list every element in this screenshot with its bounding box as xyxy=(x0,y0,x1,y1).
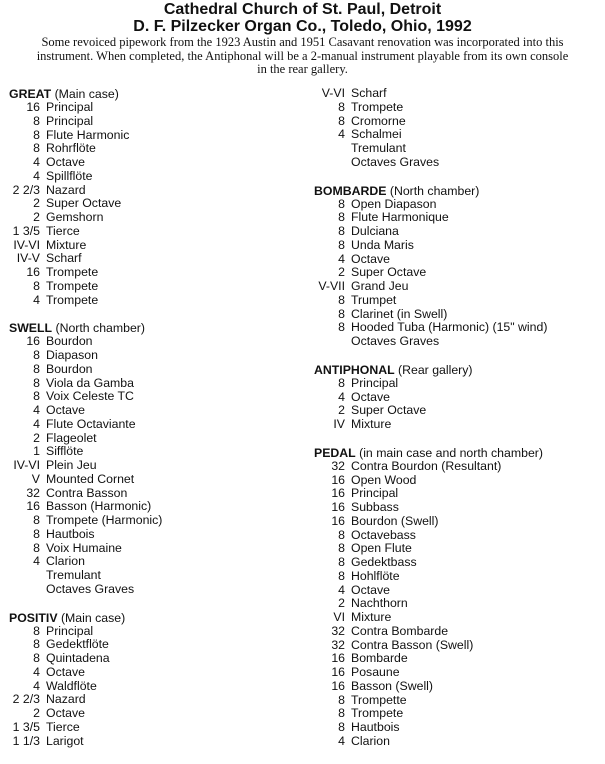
stop-name: Flute Harmonic xyxy=(46,127,130,142)
stop-row xyxy=(9,473,299,487)
division-location: (North chamber) xyxy=(55,321,145,336)
stop-row xyxy=(314,639,604,653)
stop-pitch: 16 xyxy=(331,651,345,666)
stop-pitch: 2 xyxy=(338,265,345,280)
stop-pitch: 8 xyxy=(338,306,345,321)
stop-pitch: 2 xyxy=(33,196,40,211)
stop-name: Trompete (Harmonic) xyxy=(46,513,163,527)
stop-list xyxy=(9,101,299,307)
stop-name: Octaves Graves xyxy=(351,334,440,348)
stop-row xyxy=(9,115,299,129)
stop-pitch: 8 xyxy=(338,541,345,556)
stop-row xyxy=(9,487,299,501)
stop-name: Open Wood xyxy=(351,472,417,487)
stop-name: Nazard xyxy=(46,182,86,197)
division-name: ANTIPHONAL xyxy=(314,362,395,377)
stop-pitch: 8 xyxy=(33,348,40,362)
stop-pitch: 32 xyxy=(331,458,345,473)
stop-row xyxy=(9,666,299,680)
stop-row xyxy=(9,101,299,115)
division-bombarde xyxy=(314,184,604,349)
stop-pitch: 8 xyxy=(338,720,345,734)
stop-row xyxy=(314,625,604,639)
stop-pitch: 4 xyxy=(33,554,40,569)
stop-pitch: 1 xyxy=(33,444,40,459)
stop-row xyxy=(9,500,299,514)
division-name: POSITIV xyxy=(9,610,58,625)
stop-pitch: V xyxy=(31,471,40,486)
stop-row xyxy=(314,542,604,556)
stop-row xyxy=(9,363,299,377)
stop-pitch: 8 xyxy=(338,292,345,307)
division-pedal xyxy=(314,446,604,749)
stop-pitch: 16 xyxy=(331,513,345,528)
stop-list xyxy=(314,377,604,432)
division-heading xyxy=(9,87,299,101)
stop-pitch: 4 xyxy=(33,292,40,307)
stop-list xyxy=(9,335,299,596)
stop-pitch: 16 xyxy=(331,665,345,679)
stop-name: Gedektflöte xyxy=(46,637,109,652)
stop-pitch: 16 xyxy=(26,265,40,279)
stop-row xyxy=(314,501,604,515)
stop-name: Spillflöte xyxy=(46,168,93,183)
stop-name: Tremulant xyxy=(351,141,406,155)
stop-row xyxy=(314,584,604,598)
stop-row xyxy=(314,225,604,239)
stop-name: Bourdon xyxy=(46,361,93,376)
division-heading xyxy=(9,611,299,625)
stop-name: Trompete xyxy=(351,99,404,114)
stop-row xyxy=(314,294,604,308)
stop-name: Tierce xyxy=(46,719,80,734)
stop-name: Principal xyxy=(351,486,399,501)
section-gap xyxy=(314,170,604,184)
stop-pitch xyxy=(314,156,345,170)
stop-row xyxy=(314,321,604,335)
stop-pitch: IV-VI xyxy=(13,237,40,252)
stop-row xyxy=(9,266,299,280)
stop-pitch xyxy=(314,335,345,349)
stop-pitch: 2 2/3 xyxy=(12,692,40,707)
stop-row xyxy=(314,377,604,391)
stop-row xyxy=(9,404,299,418)
stop-row xyxy=(9,555,299,569)
stop-name: Scharf xyxy=(351,86,387,100)
division-positiv xyxy=(9,611,299,749)
stop-name: Clarion xyxy=(351,733,390,748)
stop-row xyxy=(314,211,604,225)
stop-name: Grand Jeu xyxy=(351,279,409,293)
stop-pitch: 8 xyxy=(338,113,345,128)
stop-pitch: 8 xyxy=(338,237,345,252)
stop-pitch: 8 xyxy=(33,623,40,638)
stop-pitch: 4 xyxy=(33,403,40,417)
stop-row xyxy=(314,101,604,115)
stop-row xyxy=(314,253,604,267)
stop-pitch: 16 xyxy=(331,500,345,514)
stop-pitch: 8 xyxy=(338,555,345,569)
division-location: (Main case) xyxy=(60,610,126,625)
division-location: (North chamber) xyxy=(389,183,480,198)
stop-row xyxy=(9,390,299,404)
stop-row xyxy=(314,404,604,418)
stop-pitch: 4 xyxy=(33,664,40,679)
stop-row xyxy=(314,87,604,101)
stop-row xyxy=(9,418,299,432)
stop-pitch: V-VI xyxy=(321,86,345,100)
stop-pitch: 4 xyxy=(338,582,345,597)
stop-row xyxy=(9,625,299,639)
section-gap xyxy=(9,597,299,611)
stop-row xyxy=(9,569,299,583)
stop-list xyxy=(314,198,604,349)
stop-row xyxy=(9,735,299,749)
division-name: SWELL xyxy=(9,321,53,336)
stop-row xyxy=(314,611,604,625)
stop-row xyxy=(9,129,299,143)
stop-row xyxy=(9,680,299,694)
stop-row xyxy=(9,583,299,597)
stop-row xyxy=(9,294,299,308)
stop-pitch: 8 xyxy=(33,127,40,142)
stop-name: Flute Octaviante xyxy=(46,416,136,431)
stop-pitch: 1 3/5 xyxy=(12,223,40,238)
stop-row xyxy=(9,335,299,349)
stop-name: Trompete xyxy=(46,292,99,307)
stop-pitch: 2 xyxy=(33,210,40,224)
stop-name: Mounted Cornet xyxy=(46,471,135,486)
stop-name: Octave xyxy=(46,403,85,417)
stop-name: Posaune xyxy=(351,665,400,679)
stop-pitch: 16 xyxy=(26,100,40,114)
stop-name: Octave xyxy=(46,706,85,720)
stop-name: Plein Jeu xyxy=(46,458,97,472)
stop-pitch: 16 xyxy=(331,486,345,501)
stop-name: Bourdon xyxy=(46,334,93,349)
stop-row xyxy=(314,239,604,253)
stop-name: Unda Maris xyxy=(351,237,414,252)
stop-pitch: 8 xyxy=(33,389,40,404)
stop-name: Principal xyxy=(351,375,399,390)
stop-pitch: 8 xyxy=(33,113,40,128)
stop-name: Contra Bombarde xyxy=(351,623,449,638)
stop-name: Contra Basson (Swell) xyxy=(351,637,474,652)
stop-name: Waldflöte xyxy=(46,678,97,693)
stop-name: Flageolet xyxy=(46,430,97,445)
stop-row xyxy=(9,156,299,170)
stop-pitch: 4 xyxy=(33,155,40,169)
division-heading xyxy=(9,321,299,335)
stop-row xyxy=(9,142,299,156)
stop-pitch: 16 xyxy=(331,472,345,487)
stop-pitch: 8 xyxy=(33,361,40,376)
stop-pitch: 2 2/3 xyxy=(12,182,40,197)
stop-name: Trompete xyxy=(46,278,99,293)
division-name: BOMBARDE xyxy=(314,183,387,198)
stop-pitch: 8 xyxy=(338,375,345,390)
stop-name: Gemshorn xyxy=(46,210,104,224)
stop-name: Octave xyxy=(351,251,390,266)
stop-row xyxy=(9,239,299,253)
stop-pitch: 8 xyxy=(33,375,40,390)
stop-name: Subbass xyxy=(351,500,399,514)
stop-name: Nachthorn xyxy=(351,596,408,611)
stop-row xyxy=(314,721,604,735)
division-heading xyxy=(314,184,604,198)
stop-name: Basson (Swell) xyxy=(351,678,434,693)
stop-name: Open Diapason xyxy=(351,196,437,211)
stop-row xyxy=(314,156,604,170)
stop-name: Gedektbass xyxy=(351,555,417,569)
stop-name: Contra Basson xyxy=(46,485,128,500)
stop-name: Clarion xyxy=(46,554,85,569)
stop-name: Schalmei xyxy=(351,127,402,142)
stop-row xyxy=(314,556,604,570)
stop-name: Octave xyxy=(351,389,390,404)
division-heading xyxy=(314,363,604,377)
stop-row xyxy=(314,707,604,721)
stop-name: Voix Humaine xyxy=(46,540,122,555)
document-title: Cathedral Church of St. Paul, Detroit xyxy=(163,1,442,18)
stop-pitch: IV xyxy=(333,417,345,431)
stop-name: Bombarde xyxy=(351,651,408,666)
stop-row xyxy=(9,693,299,707)
builder-line: D. F. Pilzecker Organ Co., Toledo, Ohio, 1992 xyxy=(133,18,472,35)
stop-name: Trompette xyxy=(351,692,407,707)
stop-pitch: 4 xyxy=(338,127,345,142)
stop-name: Principal xyxy=(46,100,94,114)
stop-row xyxy=(314,418,604,432)
stop-pitch: IV-V xyxy=(16,251,40,266)
stop-name: Mixture xyxy=(46,237,87,252)
stop-row xyxy=(314,680,604,694)
stop-pitch: 4 xyxy=(338,389,345,404)
stop-pitch: V-VII xyxy=(318,279,345,293)
stop-pitch: 4 xyxy=(338,251,345,266)
stop-row xyxy=(314,474,604,488)
stop-pitch: 8 xyxy=(33,513,40,527)
stop-name: Larigot xyxy=(46,733,84,748)
right-column xyxy=(314,87,604,749)
document-header xyxy=(0,0,605,77)
division-great xyxy=(9,87,299,307)
stop-pitch: 1 3/5 xyxy=(12,719,40,734)
stop-name: Octaves Graves xyxy=(351,154,440,169)
stop-pitch: 2 xyxy=(338,596,345,611)
stop-row xyxy=(9,349,299,363)
stop-name: Super Octave xyxy=(46,196,122,211)
stop-pitch: 8 xyxy=(33,637,40,652)
stop-name: Trompete xyxy=(351,706,404,721)
division-location: (Rear gallery) xyxy=(398,362,473,377)
stop-row xyxy=(314,652,604,666)
stop-pitch: VI xyxy=(333,610,345,624)
intro-paragraph: Some revoiced pipework from the 1923 Austin and 1951 Casavant renovation was incorporated into this instrument. When completed, the Antiphonal will be a 2-manual instrument playable from its own console in the rear gallery. xyxy=(36,35,569,76)
stop-name: Principal xyxy=(46,623,94,638)
section-gap xyxy=(9,307,299,321)
stop-pitch: 1 1/3 xyxy=(12,733,40,748)
stop-name: Sifflöte xyxy=(46,444,84,459)
stop-name: Super Octave xyxy=(351,265,427,280)
stop-name: Hautbois xyxy=(46,526,95,541)
stop-pitch: 8 xyxy=(338,706,345,721)
stop-row xyxy=(9,459,299,473)
stop-name: Contra Bourdon (Resultant) xyxy=(351,458,502,473)
stop-list xyxy=(314,87,604,170)
stop-pitch: 32 xyxy=(331,637,345,652)
stop-row xyxy=(314,335,604,349)
stop-name: Hooded Tuba (Harmonic) (15" wind) xyxy=(351,320,548,335)
stop-row xyxy=(9,652,299,666)
stop-row xyxy=(9,197,299,211)
stop-name: Voix Celeste TC xyxy=(46,389,134,404)
division-swell xyxy=(9,321,299,596)
stop-name: Rohrflöte xyxy=(46,141,96,156)
section-gap xyxy=(314,349,604,363)
stop-pitch: 4 xyxy=(33,416,40,431)
section-gap xyxy=(314,432,604,446)
stop-row xyxy=(9,432,299,446)
stop-row xyxy=(314,735,604,749)
stop-pitch: 8 xyxy=(33,651,40,665)
stop-pitch: 8 xyxy=(338,320,345,335)
stop-name: Octaves Graves xyxy=(46,581,135,596)
stop-row xyxy=(314,115,604,129)
stop-pitch: 2 xyxy=(338,403,345,418)
stop-pitch xyxy=(314,142,345,156)
stop-name: Nazard xyxy=(46,692,86,707)
stop-pitch: 4 xyxy=(33,168,40,183)
stop-pitch: 8 xyxy=(338,527,345,542)
stop-pitch: 8 xyxy=(338,99,345,114)
stop-row xyxy=(314,308,604,322)
division-heading xyxy=(314,446,604,460)
stop-pitch: 32 xyxy=(26,485,40,500)
stop-row xyxy=(9,707,299,721)
stop-name: Octave xyxy=(46,155,85,169)
stop-pitch: IV-VI xyxy=(13,458,40,472)
stop-name: Tierce xyxy=(46,223,80,238)
stop-pitch: 8 xyxy=(338,224,345,238)
stop-name: Clarinet (in Swell) xyxy=(351,306,448,321)
stop-row xyxy=(9,514,299,528)
division-location: (in main case and north chamber) xyxy=(359,445,543,460)
stop-name: Dulciana xyxy=(351,224,399,238)
stop-pitch: 8 xyxy=(338,692,345,707)
stop-pitch: 8 xyxy=(33,540,40,555)
stop-name: Scharf xyxy=(46,251,82,266)
stop-row xyxy=(314,487,604,501)
stop-name: Principal xyxy=(46,113,94,128)
stop-pitch: 16 xyxy=(26,334,40,349)
stop-row xyxy=(314,694,604,708)
stop-pitch: 4 xyxy=(33,678,40,693)
stop-row xyxy=(9,280,299,294)
stop-row xyxy=(9,211,299,225)
stop-name: Basson (Harmonic) xyxy=(46,499,152,514)
stop-pitch: 4 xyxy=(338,733,345,748)
stop-row xyxy=(314,460,604,474)
stop-row xyxy=(9,377,299,391)
stop-name: Quintadena xyxy=(46,651,110,665)
stop-name: Octave xyxy=(46,664,85,679)
stop-pitch: 16 xyxy=(26,499,40,514)
stop-name: Mixture xyxy=(351,417,392,431)
stop-row xyxy=(9,252,299,266)
stop-name: Hohlflöte xyxy=(351,568,400,583)
stop-row xyxy=(314,280,604,294)
stop-row xyxy=(9,445,299,459)
stop-row xyxy=(9,225,299,239)
stop-pitch: 2 xyxy=(33,430,40,445)
stop-pitch: 32 xyxy=(331,623,345,638)
stop-name: Octave xyxy=(351,582,390,597)
stop-row xyxy=(314,142,604,156)
stop-name: Trumpet xyxy=(351,292,397,307)
stop-row xyxy=(9,638,299,652)
stop-pitch: 8 xyxy=(338,210,345,225)
stop-list xyxy=(314,460,604,749)
division-positiv-continued xyxy=(314,87,604,170)
stop-pitch: 2 xyxy=(33,706,40,720)
stop-name: Tremulant xyxy=(46,568,101,582)
stop-row xyxy=(314,666,604,680)
stop-row xyxy=(9,170,299,184)
stop-row xyxy=(314,128,604,142)
stop-pitch: 8 xyxy=(33,526,40,541)
stop-name: Bourdon (Swell) xyxy=(351,513,439,528)
left-column xyxy=(9,87,299,748)
stop-row xyxy=(314,198,604,212)
stop-name: Cromorne xyxy=(351,113,406,128)
stop-name: Flute Harmonique xyxy=(351,210,449,225)
stop-name: Diapason xyxy=(46,348,98,362)
division-location: (Main case) xyxy=(54,87,119,101)
stop-pitch xyxy=(9,583,40,597)
division-name: PEDAL xyxy=(314,445,356,460)
division-antiphonal xyxy=(314,363,604,432)
stop-name: Viola da Gamba xyxy=(46,375,134,390)
stop-row xyxy=(9,528,299,542)
stop-pitch: 8 xyxy=(338,568,345,583)
stop-name: Octavebass xyxy=(351,527,416,542)
division-name: GREAT xyxy=(9,87,52,101)
stop-row xyxy=(314,515,604,529)
stop-row xyxy=(314,529,604,543)
stop-name: Mixture xyxy=(351,610,392,624)
stop-name: Super Octave xyxy=(351,403,427,418)
stop-pitch: 16 xyxy=(331,678,345,693)
stop-name: Trompete xyxy=(46,265,99,279)
stop-name: Hautbois xyxy=(351,720,400,734)
stop-pitch: 8 xyxy=(33,278,40,293)
stop-pitch: 8 xyxy=(338,196,345,211)
stop-row xyxy=(9,542,299,556)
stop-row xyxy=(314,570,604,584)
stop-list xyxy=(9,625,299,749)
stop-pitch: 8 xyxy=(33,141,40,156)
stop-row xyxy=(314,391,604,405)
stop-row xyxy=(9,721,299,735)
stop-name: Open Flute xyxy=(351,541,412,556)
stop-row xyxy=(314,266,604,280)
stop-row xyxy=(314,597,604,611)
stop-row xyxy=(9,184,299,198)
stop-pitch xyxy=(9,569,40,583)
